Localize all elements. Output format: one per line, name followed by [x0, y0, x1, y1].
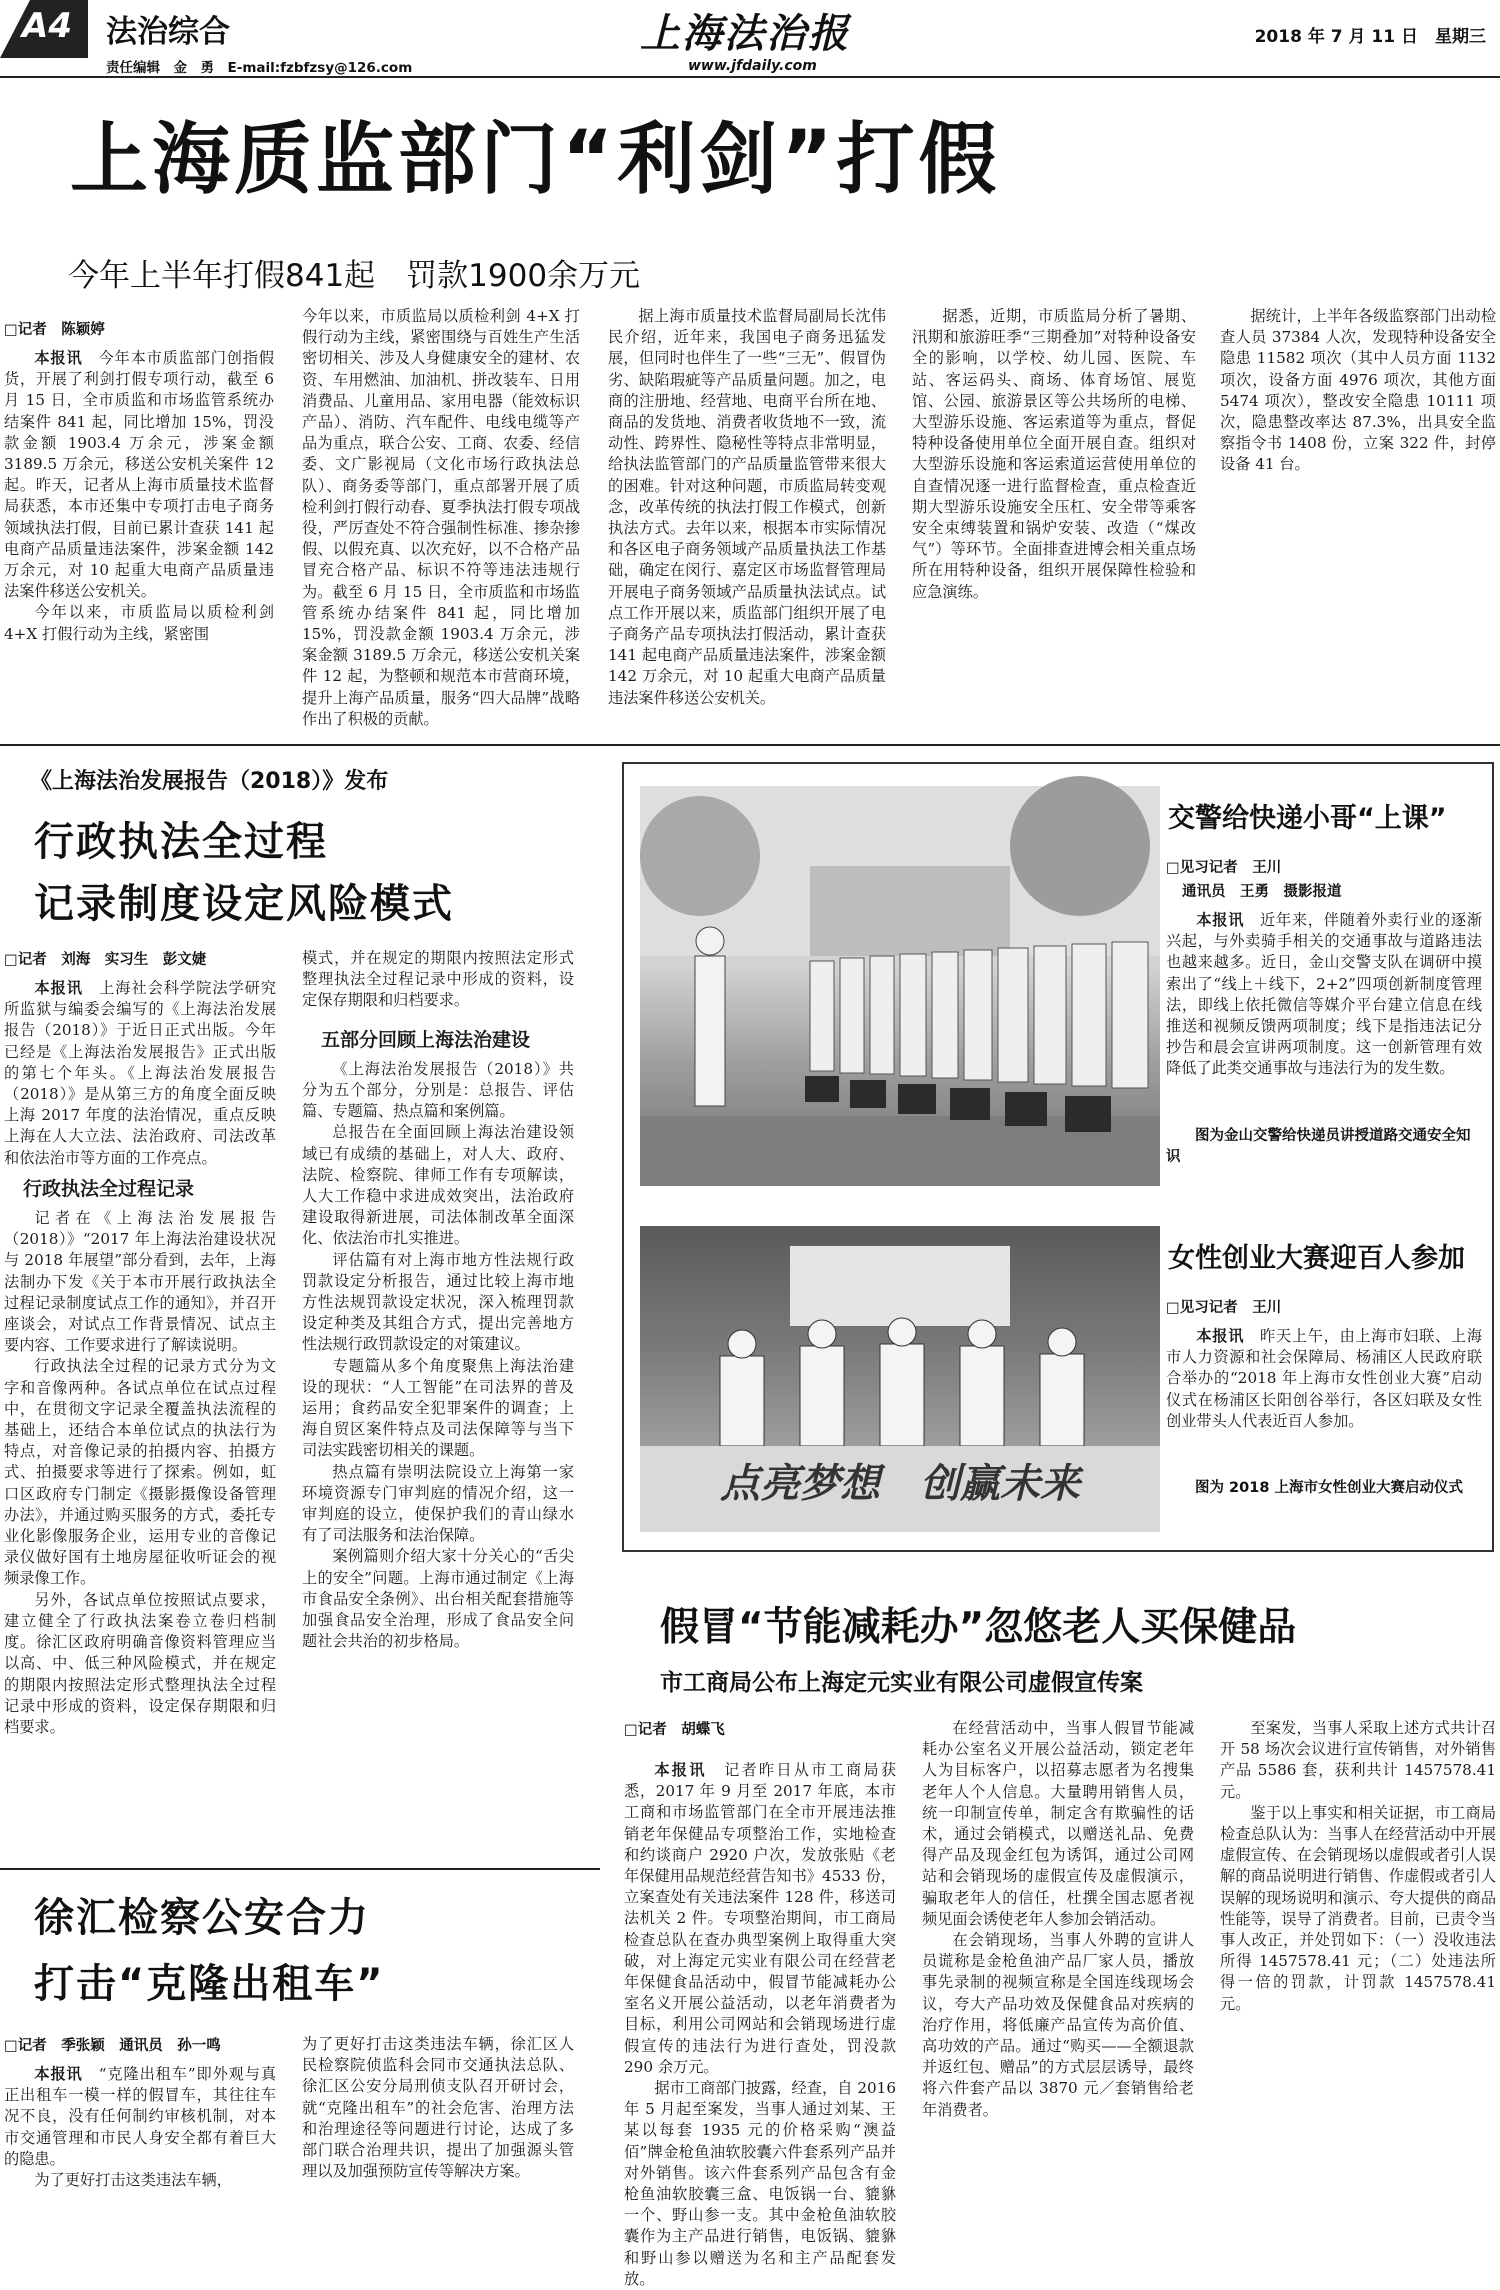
xuhui-p2: 为了更好打击这类违法车辆，徐汇区人民检察院侦监科会同市交通执法总队、徐汇区公安分局刑侦支队召开研讨会，就“克隆出租车”的社会危害、治理方法和治理途径等问题进行讨论，达成了多部门联合治理共识，提出了加强源头管理以及加强预防宣传等解决方案。	[302, 2035, 574, 2181]
fraud-title: 假冒“节能减耗办”忽悠老人买保健品	[660, 1605, 1297, 1650]
fraud-p3: 在经营活动中，当事人假冒节能减耗办公室名义开展公益活动，锁定老年人为目标客户，以招募志愿者为名搜集老年人个人信息。大量聘用销售人员，统一印制宣传单，制定含有欺骗性的话术，通过会销模式，以赠送礼品、免费得产品及现金红包为诱饵，通过公司网站和会销现场的虚假宣传及虚假演示，骗取老年人的信任，杜撰全国志愿者视频见面会诱使老年人参加会销活动。	[922, 1719, 1194, 1928]
police-p1: 近年来，伴随着外卖行业的逐渐兴起，与外卖骑手相关的交通事故与道路违法也越来越多。近日，金山交警支队在调研中摸索出了“线上＋线下，2+2”四项创新制度管理法，即线上依托微信等媒介平台建立信息在线推送和视频反馈两项制度；线下是指违法记分抄告和晨会宣讲两项制度。这一创新管理有效降低了此类交通事故与违法行为的发生数。	[1166, 911, 1483, 1078]
lead-byline: □记者 陈颖婷	[4, 322, 105, 338]
report-kicker: 《上海法治发展报告（2018）》发布	[30, 769, 389, 794]
issue-date: 2018 年 7 月 11 日 星期三	[1254, 27, 1486, 47]
report-p7: 评估篇有对上海市地方性法规行政罚款设定分析报告，通过比较上海市地方性法规罚款设定状况，深入梳理罚款设定种类及其组合方式，提出完善地方性法规行政罚款设定的对策建议。	[302, 1250, 574, 1354]
women-body	[1166, 1326, 1482, 1474]
women-p1: 昨天上午，由上海市妇联、上海市人力资源和社会保障局、杨浦区人民政府联合举办的“2018 年上海市女性创业大赛”启动仪式在杨浦区长阳创谷举行，各区妇联及女性创业带头人代表近百人参加。	[1166, 1327, 1483, 1430]
page-number: A4	[22, 6, 72, 46]
report-p6: 总报告在全面回顾上海法治建设领域已有成绩的基础上，对人大、政府、法院、检察院、律师工作有专项解读，人大工作稳中求进成效突出，法治政府建设取得新进展，司法体制改革全面深化、依法治市扎实推进。	[302, 1123, 574, 1248]
page-header	[0, 0, 1500, 78]
lead-dateline: 本报讯	[34, 349, 83, 367]
report-col-2	[302, 948, 574, 1840]
women-byline: □见习记者 王川	[1166, 1300, 1282, 1316]
report-p8: 专题篇从多个角度聚焦上海法治建设的现状：“人工智能”在司法界的普及运用；食药品安全犯罪案件的调查；上海自贸区案件特点及司法保障等与当下司法实践密切相关的课题。	[302, 1356, 574, 1460]
xuhui-col-2	[302, 2034, 574, 2224]
report-p2: 记者在《上海法治发展报告（2018）》“2017 年上海法治建设状况与 2018 年展望”部分看到，去年，上海法制办下发《关于本市开展行政执法全过程记录制度试点工作的通知》，并召开座谈会，对试点工作背景情况、试点主要内容、工作要求进行了解读说明。	[4, 1209, 276, 1355]
report-col-1	[4, 978, 276, 1840]
editor-line: 责任编辑 金 勇 E-mail:fzbfzsy@126.com	[106, 60, 413, 76]
website: www.jfdaily.com	[688, 58, 817, 74]
women-photo-banner: 点亮梦想 创赢未来	[720, 1460, 1080, 1507]
lead-p3: 据上海市质量技术监督局副局长沈伟民介绍，近年来，我国电子商务迅猛发展，但同时也伴生了一些“三无”、假冒伪劣、缺陷瑕疵等产品质量问题。加之，电商的注册地、经营地、电商平台所在地、商品的发货地、消费者收货地不一致，流动性、跨界性、隐秘性等特点非常明显，给执法监管部门的产品质量监管带来很大的困难。针对这种问题，市质监局转变观念，改革传统的执法打假工作模式，创新执法方式。去年以来，根据本市实际情况和各区电子商务领域产品质量执法工作基础，确定在闵行、嘉定区市场监督管理局开展电子商务领域产品质量执法试点。试点工作开展以来，质监部门组织开展了电子商务产品专项执法打假活动，累计查获 141 起电商产品质量违法案件，涉案金额 142 万余元，对 10 起重大电商产品质量违法案件移送公安机关。	[608, 307, 886, 707]
report-p3: 行政执法全过程的记录方式分为文字和音像两种。各试点单位在试点过程中，在贯彻文字记录全覆盖执法流程的基础上，还结合本单位试点的执法行为特点，对音像记录的拍摄内容、拍摄方式、拍摄要求等进行了探索。例如，虹口区政府专门制定《摄影摄像设备管理办法》，并通过购买服务的方式，委托专业化影像服务企业，运用专业的音像记录仪做好国有土地房屋征收听证会的视频录像工作。	[4, 1357, 276, 1588]
lead-col-4	[912, 306, 1196, 710]
women-dateline: 本报讯	[1196, 1327, 1245, 1345]
women-caption: 图为 2018 上海市女性创业大赛启动仪式	[1195, 1480, 1463, 1496]
police-dateline: 本报讯	[1196, 911, 1245, 929]
report-sub-1: 行政执法全过程记录	[23, 1177, 195, 1200]
lead-p5: 据统计，上半年各级监察部门出动检查人员 37384 人次，发现特种设备安全隐患 11582 项次（其中人员方面 1132 项次，设备方面 4976 项次，其他方面 5474 项次），整改安全隐患 10111 项次，隐患整改率达 87.3%，出具安全监察指令书 1408 份，立案 322 件，封停设备 41 台。	[1220, 307, 1496, 474]
police-byline-1: □见习记者 王川	[1166, 860, 1282, 876]
report-dateline: 本报讯	[34, 979, 83, 997]
lead-p2-start: 今年以来，市质监局以质检利剑 4+X 打假行动为主线，紧密围	[4, 603, 274, 643]
fraud-p4: 在会销现场，当事人外聘的宣讲人员谎称是金枪鱼油产品厂家人员，播放事先录制的视频宣称是全国连线现场会议，夸大产品功效及保健食品对疾病的治疗作用，将低廉产品宣传为高价值、高功效的产品。通过“购买——全额退款并返红包、赠品”的方式层层诱导，最终将六件套产品以 3870 元／套销售给老年消费者。	[922, 1931, 1194, 2119]
lead-col-1	[4, 348, 274, 710]
fraud-subhead: 市工商局公布上海定元实业有限公司虚假宣传案	[660, 1670, 1143, 1696]
fraud-p1: 记者昨日从市工商局获悉，2017 年 9 月至 2017 年底，本市工商和市场监管部门在全市开展违法推销老年保健品专项整治工作，实地检查和约谈商户 2920 户次，发放张贴《老年保健用品规范经营告知书》4533 份，立案查处有关违法案件 128 件，移送司法机关 2 件。专项整治期间，市工商局检查总队在查办典型案例上取得重大突破，对上海定元实业有限公司在经营老年保健食品活动中，假冒节能减耗办公室名义开展公益活动，以老年消费者为目标，利用公司网站和会销现场进行虚假宣传的违法行为进行查处，罚没款 290 余万元。	[624, 1761, 897, 2076]
fraud-col-3	[1220, 1718, 1496, 2222]
report-title-1: 行政执法全过程	[34, 819, 328, 865]
report-p9: 热点篇有崇明法院设立上海第一家环境资源专门审判庭的情况介绍，这一审判庭的设立，使保护我们的青山绿水有了司法服务和法治保障。	[302, 1462, 574, 1545]
police-title: 交警给快递小哥“上课”	[1168, 803, 1447, 834]
report-p4: 另外，各试点单位按照试点要求，建立健全了行政执法案卷立卷归档制度。徐汇区政府明确音像资料管理应当以高、中、低三种风险模式，并在规定的期限内按照法定形式整理执法全过程记录中形成的资料，设定保存期限和归档要求。	[4, 1590, 276, 1736]
xuhui-byline: □记者 季张颖 通讯员 孙一鸣	[4, 2038, 221, 2054]
section-divider-2	[0, 1868, 600, 1870]
report-p4-cont: 模式，并在规定的期限内按照法定形式整理执法全过程记录中形成的资料，设定保存期限和归档要求。	[302, 949, 574, 1010]
police-photo-illustration	[640, 786, 1160, 1186]
lead-p1: 今年本市质监部门创指假货，开展了利剑打假专项行动，截至 6 月 15 日，全市质监和市场监管系统办结案件 841 起，同比增加 15%，罚没款金额 1903.4 万余元，涉案金额 3189.5 万余元，移送公安机关案件 12 起。昨天，记者从上海市质量技术监督局获悉，本市还集中专项打击电子商务领域执法打假，目前已累计查获 141 起电商产品质量违法案件，涉案金额 142 万余元，对 10 起重大电商产品质量违法案件移送公安机关。	[4, 349, 275, 601]
lead-col-5	[1220, 306, 1496, 710]
fraud-dateline: 本报讯	[654, 1761, 707, 1779]
report-title-2: 记录制度设定风险模式	[34, 881, 454, 927]
lead-subhead: 今年上半年打假841起 罚款1900余万元	[68, 258, 641, 294]
report-byline: □记者 刘海 实习生 彭文婕	[4, 952, 207, 968]
fraud-p5: 至案发，当事人采取上述方式共计召开 58 场次会议进行宣传销售，对外销售产品 5586 套，获利共计 1457578.41 元。	[1220, 1719, 1496, 1801]
fraud-col-2	[922, 1718, 1194, 2222]
section-divider-1	[0, 744, 1500, 746]
xuhui-p2-start: 为了更好打击这类违法车辆，	[34, 2171, 232, 2190]
section-name: 法治综合	[106, 14, 230, 50]
lead-col-2	[302, 306, 580, 728]
masthead-logo: 上海法治报	[640, 10, 850, 57]
xuhui-dateline: 本报讯	[34, 2065, 83, 2083]
lead-headline: 上海质监部门“利剑”打假	[70, 115, 1001, 205]
women-photo	[640, 1226, 1160, 1532]
report-sub-2: 五部分回顾上海法治建设	[321, 1028, 531, 1051]
report-p1: 上海社会科学院法学研究所监狱与编委会编写的《上海法治发展报告（2018）》于近日正式出版。今年已经是《上海法治发展报告》正式出版的第七个年头。《上海法治发展报告（2018）》是从第三方的角度全面反映上海 2017 年度的法治情况，重点反映上海在人大立法、法治政府、司法改革和依法治市等方面的工作亮点。	[4, 979, 277, 1167]
xuhui-p1: “克隆出租车”即外观与真正出租车一模一样的假冒车，其往往车况不良，没有任何制约审核机制，对本市交通管理和市民人身安全都有着巨大的隐患。	[4, 2065, 277, 2168]
police-byline-2: 通讯员 王勇 摄影报道	[1182, 884, 1342, 900]
xuhui-col-1	[4, 2064, 276, 2224]
xuhui-title-2: 打击“克隆出租车”	[34, 1961, 385, 2007]
header-rule	[0, 76, 1500, 78]
report-p5: 《上海法治发展报告（2018）》共分为五个部分，分别是：总报告、评估篇、专题篇、热点篇和案例篇。	[302, 1059, 574, 1121]
fraud-byline: □记者 胡蝶飞	[624, 1722, 725, 1738]
police-caption: 图为金山交警给快递员讲授道路交通安全知识	[1166, 1128, 1471, 1165]
fraud-p2: 据市工商部门披露，经查，自 2016 年 5 月起至案发，当事人通过刘某、王某以每套 1935 元的价格采购“澳益佰”牌金枪鱼油软胶囊六件套系列产品并对外销售。该六件套系列产品包含有金枪鱼油软胶囊三盒、电饭锅一台、貔貅一个、野山参一支。其中金枪鱼油软胶囊作为主产品进行销售，电饭锅、貔貅和野山参以赠送为名和主产品配套发放。	[624, 2079, 896, 2288]
lead-p4: 据悉，近期，市质监局分析了暑期、汛期和旅游旺季“三期叠加”对特种设备安全的影响，以学校、幼儿园、医院、车站、客运码头、商场、体育场馆、展览馆、公园、旅游景区等公共场所的电梯、大型游乐设施、客运索道等为重点，督促特种设备使用单位全面开展自查。组织对大型游乐设施和客运索道运营使用单位的自查情况逐一进行监督检查，重点检查近期大型游乐设施安全压杠、安全带等乘客安全束缚装置和锅炉安装、改造（“煤改气”）等环节。全面排查进博会相关重点场所在用特种设备，组织开展保障性检验和应急演练。	[912, 307, 1196, 601]
page-number-badge	[0, 0, 88, 58]
xuhui-title-1: 徐汇检察公安合力	[34, 1895, 370, 1941]
fraud-col-1	[624, 1760, 897, 2288]
police-body	[1166, 910, 1482, 1124]
women-title: 女性创业大赛迎百人参加	[1168, 1243, 1465, 1274]
fraud-p6: 鉴于以上事实和相关证据，市工商局检查总队认为：当事人在经营活动中开展虚假宣传、在会销现场以虚假或者引人误解的商品说明进行销售、作虚假或者引人误解的现场说明和演示、夸大提供的商品性能等，误导了消费者。目前，已责令当事人改正，并处罚如下：（一）没收违法所得 1457578.41 元；（二）处违法所得一倍的罚款，计罚款 1457578.41 元。	[1220, 1803, 1496, 2013]
lead-col-3	[608, 306, 886, 710]
report-p10: 案例篇则介绍大家十分关心的“舌尖上的安全”问题。上海市通过制定《上海市食品安全条例》、出台相关配套措施等加强食品安全治理，形成了食品安全问题社会共治的初步格局。	[302, 1547, 574, 1651]
police-photo	[640, 786, 1160, 1186]
lead-p2: 今年以来，市质监局以质检利剑 4+X 打假行动为主线，紧密围绕与百姓生产生活密切相关、涉及人身健康安全的建材、农资、车用燃油、加油机、拼改装车、日用消费品、儿童用品、家用电器（能效标识产品）、消防、汽车配件、电线电缆等产品为重点，联合公安、工商、农委、经信委、文广影视局（文化市场行政执法总队）、商务委等部门，重点部署开展了质检利剑打假行动春、夏季执法打假专项战役，严厉查处不符合强制性标准、掺杂掺假、以假充真、以次充好，以不合格产品冒充合格产品、标识不符等违法违规行为。截至 6 月 15 日，全市质监和市场监管系统办结案件 841 起，同比增加 15%，罚没款金额 1903.4 万余元，涉案金额 3189.5 万余元，移送公安机关案件 12 起，为整顿和规范本市营商环境，提升上海产品质量，服务“四大品牌”战略作出了积极的贡献。	[302, 307, 580, 728]
